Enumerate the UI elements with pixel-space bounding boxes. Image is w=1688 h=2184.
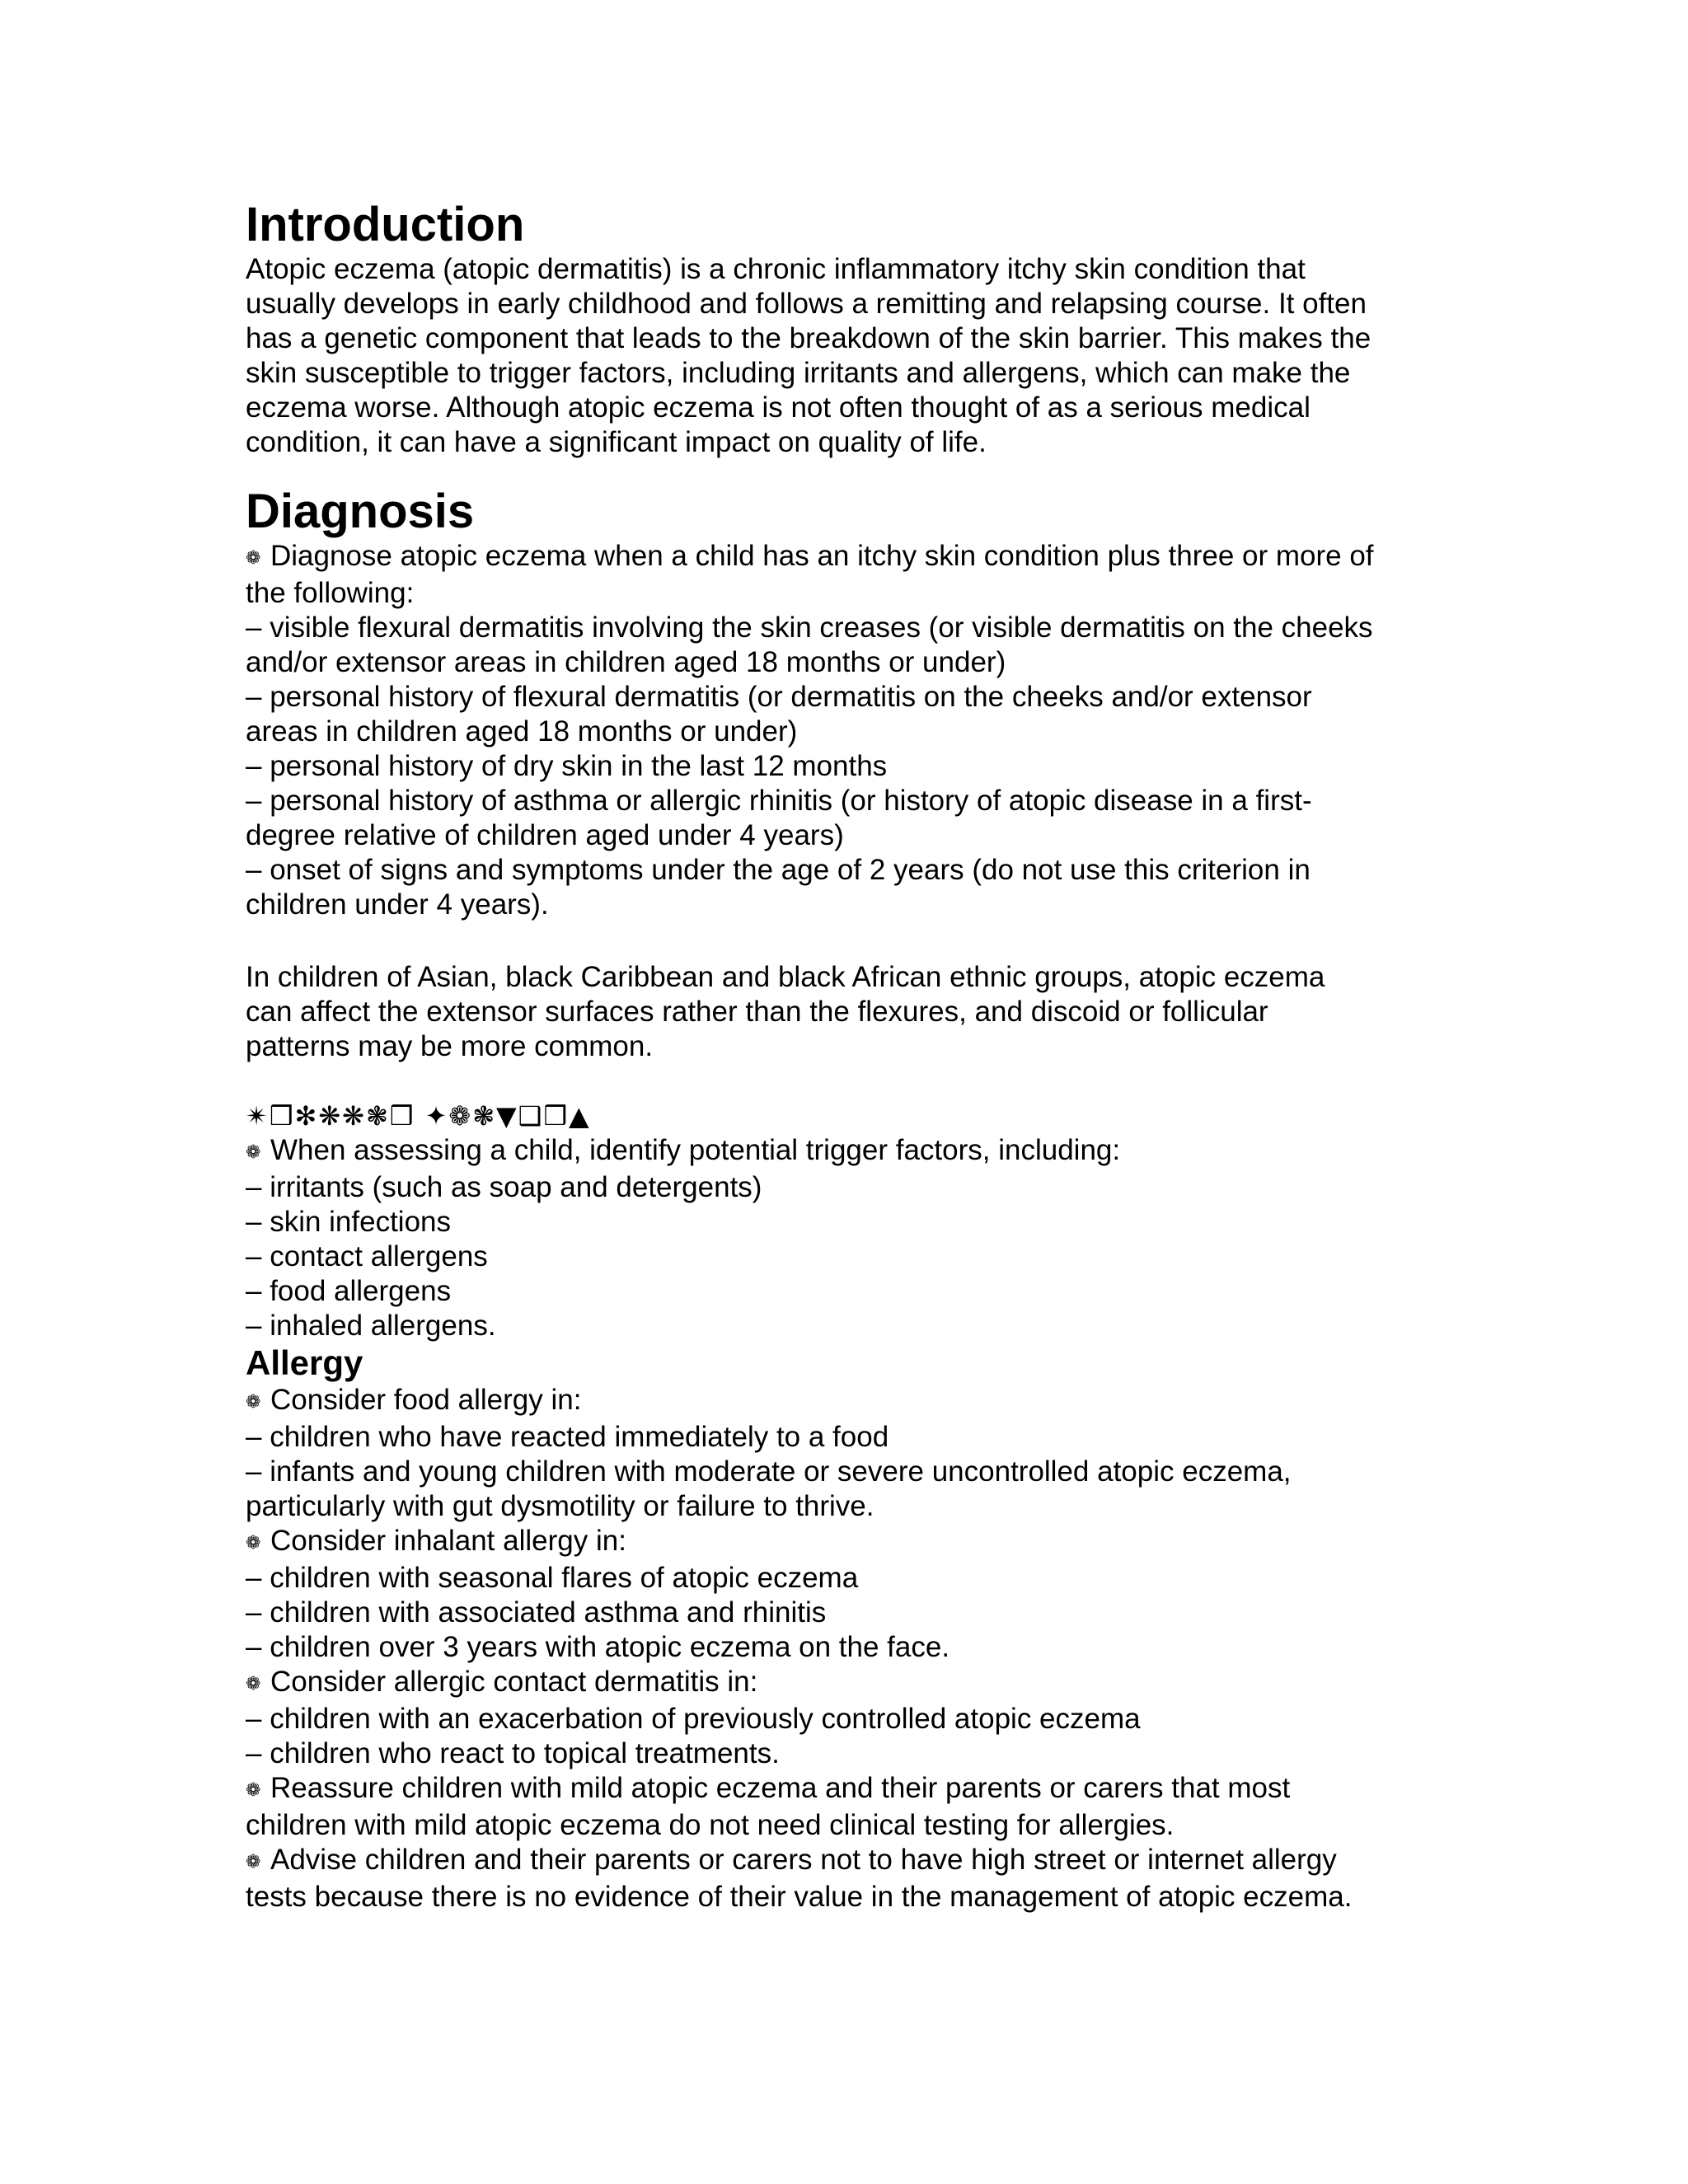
intro-line: usually develops in early childhood and follows a remitting and relapsing course. It often — [246, 288, 1367, 320]
diagnosis-line: – personal history of dry skin in the last 12 months — [246, 750, 888, 782]
intro-line: condition, it can have a significant impact on quality of life. — [246, 426, 987, 458]
ethnic-groups-note — [246, 960, 1449, 1064]
trigger-line: – skin infections — [246, 1206, 452, 1238]
intro-line: skin susceptible to trigger factors, including irritants and allergens, which can make the — [246, 357, 1351, 389]
flower-bullet-icon: ❁ — [246, 1852, 261, 1872]
flower-bullet-icon: ❁ — [246, 1780, 261, 1801]
trigger-line: – inhaled allergens. — [246, 1310, 496, 1342]
allergy-line: – infants and young children with moderate or severe uncontrolled atopic eczema, — [246, 1455, 1292, 1488]
allergy-line: – children with an exacerbation of previously controlled atopic eczema — [246, 1703, 1141, 1735]
diagnosis-line: ❁ Diagnose atopic eczema when a child has an itchy skin condition plus three or more of — [246, 539, 1449, 576]
flower-bullet-icon: ❁ — [246, 1142, 261, 1163]
allergy-heading: Allergy — [246, 1343, 363, 1382]
allergy-line: – children who have reacted immediately to a food — [246, 1421, 889, 1453]
note-line: patterns may be more common. — [246, 1030, 654, 1062]
flower-bullet-icon: ❁ — [246, 1674, 261, 1694]
allergy-line: ❁ Reassure children with mild atopic eczema and their parents or carers that most — [246, 1771, 1449, 1808]
allergy-line: ❁ Consider food allergy in: — [246, 1383, 1449, 1420]
introduction-heading: Introduction — [246, 198, 525, 251]
trigger-factors-list — [246, 1133, 1449, 1343]
trigger-line: – food allergens — [246, 1275, 452, 1307]
allergy-line: ❁ Advise children and their parents or carers not to have high street or internet allergy — [246, 1843, 1449, 1880]
allergy-line: – children with seasonal flares of atopic eczema — [246, 1562, 859, 1594]
diagnosis-criteria — [246, 539, 1449, 922]
diagnosis-line: – visible flexural dermatitis involving the skin creases (or visible dermatitis on the cheeks — [246, 612, 1373, 644]
allergy-line: ❁ Consider inhalant allergy in: — [246, 1524, 1449, 1561]
allergy-line: tests because there is no evidence of their value in the management of atopic eczema. — [246, 1881, 1353, 1913]
allergy-line: ❁ Consider allergic contact dermatitis in: — [246, 1665, 1449, 1702]
document-page — [246, 198, 1449, 1915]
diagnosis-line: and/or extensor areas in children aged 18 months or under) — [246, 646, 1006, 678]
trigger-line: – contact allergens — [246, 1240, 488, 1272]
flower-bullet-icon: ❁ — [246, 548, 261, 569]
trigger-line: ❁ When assessing a child, identify potential trigger factors, including: — [246, 1133, 1449, 1170]
intro-line: Atopic eczema (atopic dermatitis) is a chronic inflammatory itchy skin condition that — [246, 253, 1306, 285]
diagnosis-line: – personal history of flexural dermatitis (or dermatitis on the cheeks and/or extensor — [246, 681, 1312, 713]
allergy-line: particularly with gut dysmotility or failure to thrive. — [246, 1490, 874, 1522]
diagnosis-line: degree relative of children aged under 4 years) — [246, 819, 844, 851]
introduction-paragraph — [246, 252, 1449, 460]
diagnosis-line: areas in children aged 18 months or under) — [246, 715, 798, 748]
diagnosis-line: – personal history of asthma or allergic rhinitis (or history of atopic disease in a first- — [246, 785, 1312, 817]
intro-line: eczema worse. Although atopic eczema is not often thought of as a serious medical — [246, 391, 1311, 424]
allergy-line: – children who react to topical treatments. — [246, 1737, 780, 1769]
diagnosis-line: the following: — [246, 577, 415, 609]
flower-bullet-icon: ❁ — [246, 1392, 261, 1413]
trigger-line: – irritants (such as soap and detergents) — [246, 1171, 762, 1203]
trigger-factors-glyph-heading: ✴❒✻❋❋❃❒ ✦❁❃▼❑❒▲ — [246, 1100, 591, 1132]
note-line: In children of Asian, black Caribbean and black African ethnic groups, atopic eczema — [246, 961, 1325, 993]
note-line: can affect the extensor surfaces rather than the flexures, and discoid or follicular — [246, 996, 1268, 1028]
flower-bullet-icon: ❁ — [246, 1533, 261, 1554]
diagnosis-line: – onset of signs and symptoms under the age of 2 years (do not use this criterion in — [246, 854, 1311, 886]
diagnosis-heading: Diagnosis — [246, 485, 475, 538]
allergy-list — [246, 1383, 1449, 1915]
allergy-line: children with mild atopic eczema do not need clinical testing for allergies. — [246, 1809, 1175, 1841]
intro-line: has a genetic component that leads to the breakdown of the skin barrier. This makes the — [246, 322, 1372, 354]
allergy-line: – children with associated asthma and rhinitis — [246, 1596, 827, 1629]
allergy-line: – children over 3 years with atopic eczema on the face. — [246, 1631, 950, 1663]
diagnosis-line: children under 4 years). — [246, 888, 549, 921]
